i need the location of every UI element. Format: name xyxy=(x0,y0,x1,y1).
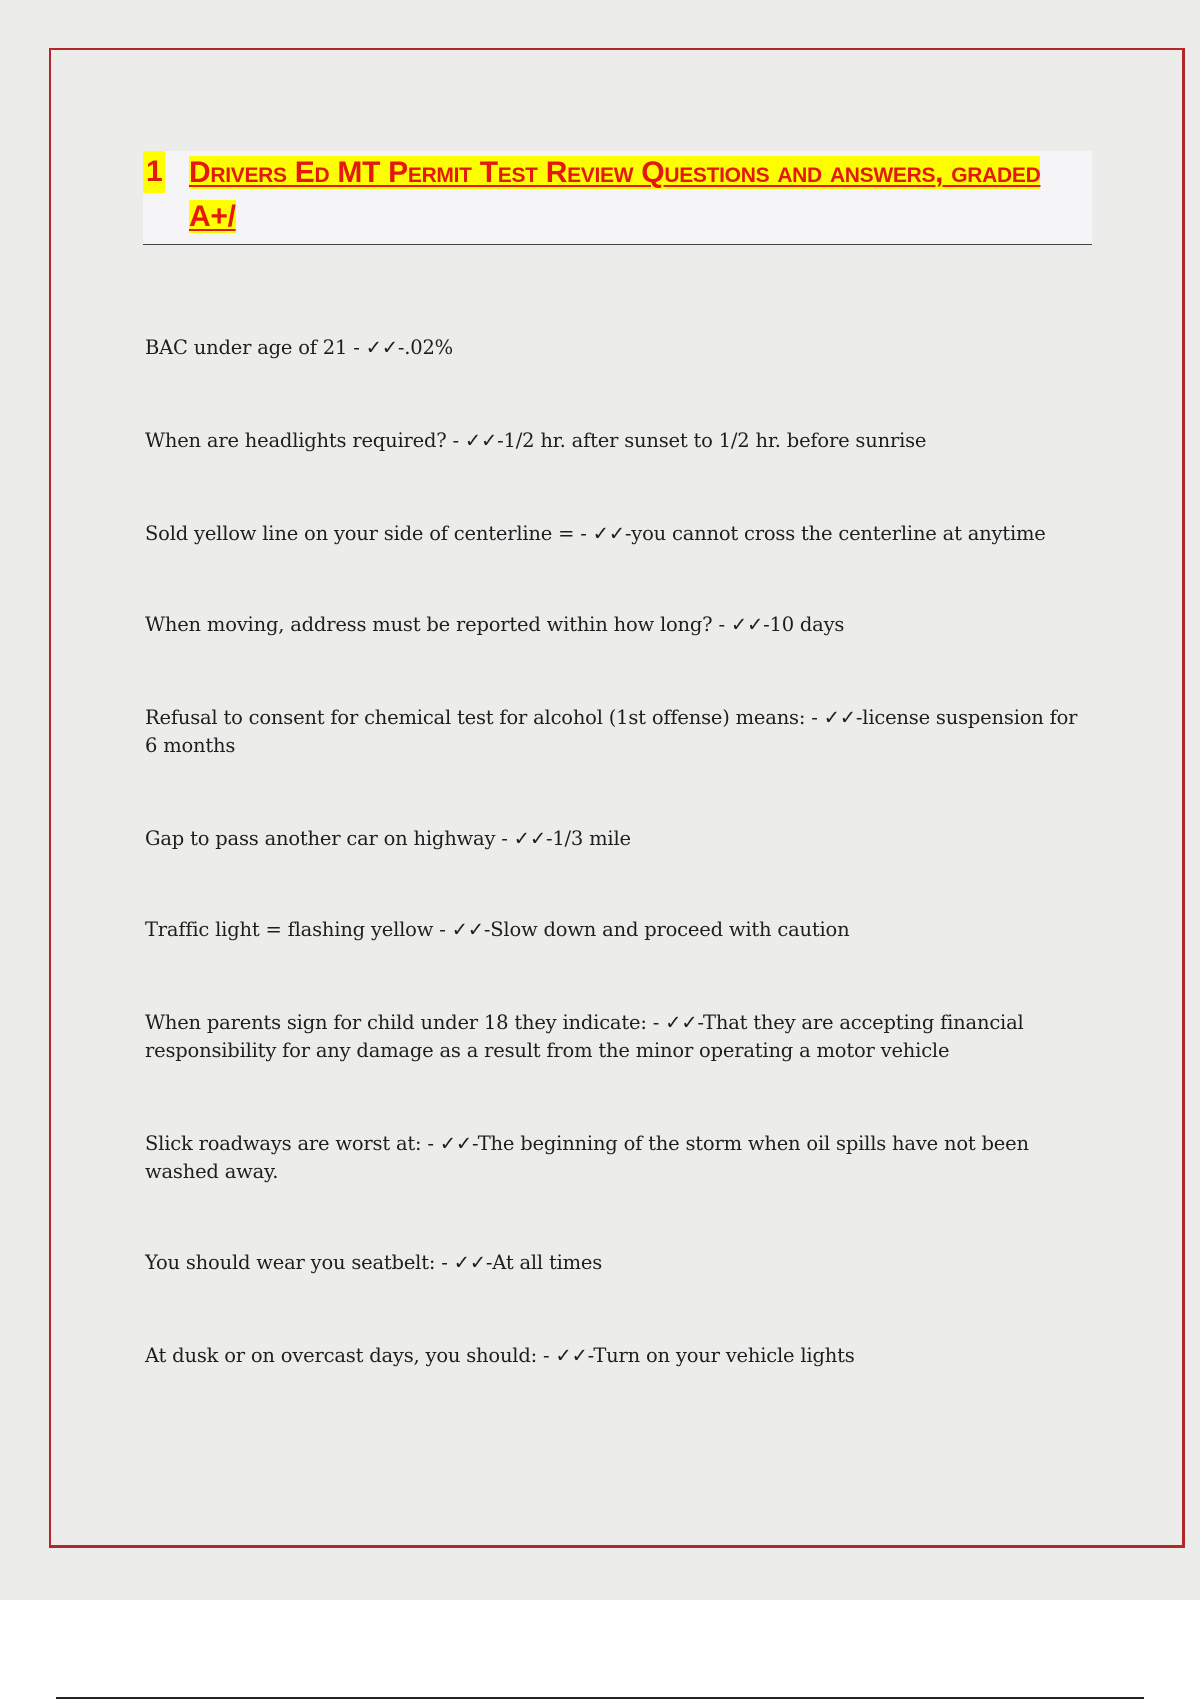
section-heading xyxy=(143,151,1092,245)
document-title-text: Drivers Ed MT Permit Test Review Questions and answers, graded A+/ xyxy=(189,156,1041,233)
qa-item: Traffic light = flashing yellow - ✓✓-Slow down and proceed with caution xyxy=(145,918,850,941)
qa-item: When parents sign for child under 18 they indicate: - ✓✓-That they are accepting financial responsibility for any damage as a result from the minor operating a motor vehicle xyxy=(145,1011,1024,1062)
qa-item: When are headlights required? - ✓✓-1/2 hr. after sunset to 1/2 hr. before sunrise xyxy=(145,429,927,452)
document-title xyxy=(189,151,1069,239)
qa-item: Slick roadways are worst at: - ✓✓-The beginning of the storm when oil spills have not been washed away. xyxy=(145,1132,1029,1183)
page-border xyxy=(49,48,1185,1548)
qa-item: At dusk or on overcast days, you should: - ✓✓-Turn on your vehicle lights xyxy=(145,1344,855,1367)
qa-item: You should wear you seatbelt: - ✓✓-At all times xyxy=(145,1251,603,1274)
qa-item: When moving, address must be reported within how long? - ✓✓-10 days xyxy=(145,613,845,636)
next-page-top-rule xyxy=(56,1697,1144,1699)
qa-item: Sold yellow line on your side of centerline = - ✓✓-you cannot cross the centerline at anytime xyxy=(145,522,1046,545)
heading-number: 1 xyxy=(143,151,165,193)
qa-item: Gap to pass another car on highway - ✓✓-1/3 mile xyxy=(145,827,631,850)
qa-item: BAC under age of 21 - ✓✓-.02% xyxy=(145,336,453,359)
qa-item: Refusal to consent for chemical test for alcohol (1st offense) means: - ✓✓-license suspension for 6 months xyxy=(145,706,1078,757)
